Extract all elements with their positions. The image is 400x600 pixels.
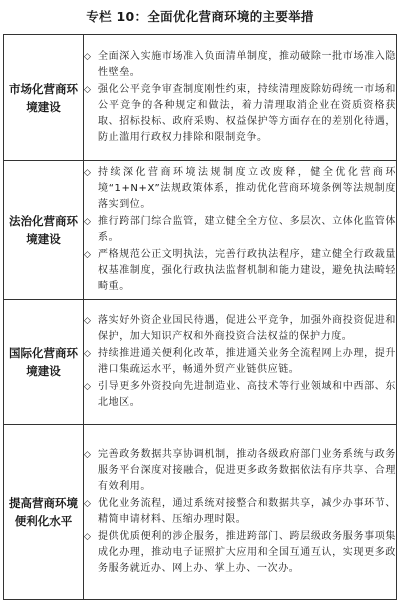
items-cell <box>84 425 397 600</box>
diamond-bullet-icon: ◇ <box>84 499 92 509</box>
page-title: 专栏 10：全面优化营商环境的主要举措 <box>86 9 314 24</box>
list-item: ◇ 提供优质便利的涉企服务，推进跨部门、跨层级政务服务事项集成化办理，推动电子证照扩大应用和全国互通互认，实现更多政务服务就近办、网上办、掌上办、一次办。 <box>84 529 396 577</box>
list-item: ◇ 全面深入实施市场准入负面清单制度，推动破除一批市场准入隐性壁垒。 <box>84 49 396 81</box>
measures-table <box>3 34 397 600</box>
diamond-bullet-icon: ◇ <box>84 450 92 460</box>
diamond-bullet-icon: ◇ <box>84 532 92 542</box>
list-item: ◇ 落实好外资企业国民待遇，促进公平竞争，加强外商投资促进和保护，加大知识产权和外商投资合法权益的保护力度。 <box>84 313 396 345</box>
list-item: ◇ 持续深化营商环境法规制度立改废释，健全优化营商环境“1+N+X”法规政策体系，推动优化营商环境条例等法规制度落实到位。 <box>84 165 396 213</box>
section-row-international <box>4 300 397 425</box>
diamond-bullet-icon: ◇ <box>84 52 92 62</box>
list-item: ◇ 推行跨部门综合监管，建立健全全方位、多层次、立体化监管体系。 <box>84 214 396 246</box>
section-row-market <box>4 35 397 161</box>
category-cell <box>4 300 84 425</box>
diamond-bullet-icon: ◇ <box>84 250 92 260</box>
list-item: ◇ 引导更多外资投向先进制造业、高技术等行业领域和中西部、东北地区。 <box>84 379 396 411</box>
category-label: 国际化营商环境建设 <box>9 346 78 378</box>
diamond-bullet-icon: ◇ <box>84 168 92 178</box>
category-cell <box>4 35 84 161</box>
category-cell <box>4 425 84 600</box>
list-item: ◇ 持续推进通关便利化改革，推进通关业务全流程网上办理，提升港口集疏运水平，畅通外贸产业链供应链。 <box>84 346 396 378</box>
section-row-legal <box>4 161 397 300</box>
category-cell <box>4 161 84 300</box>
diamond-bullet-icon: ◇ <box>84 85 92 95</box>
diamond-bullet-icon: ◇ <box>84 382 92 392</box>
items-cell <box>84 35 397 161</box>
list-item: ◇ 强化公平竞争审查制度刚性约束，持续清理废除妨碍统一市场和公平竞争的各种规定和做法，着力清理取消企业在资质资格获取、招标投标、政府采购、权益保护等方面存在的差别化待遇，防止滥用行政权力排除和限制竞争。 <box>84 82 396 146</box>
diamond-bullet-icon: ◇ <box>84 316 92 326</box>
diamond-bullet-icon: ◇ <box>84 349 92 359</box>
items-cell <box>84 161 397 300</box>
category-label: 法治化营商环境建设 <box>9 214 78 246</box>
list-item: ◇ 完善政务数据共享协调机制，推动各级政府部门业务系统与政务服务平台深度对接融合，促进更多政务数据依法有序共享、合理有效利用。 <box>84 447 396 495</box>
category-label: 市场化营商环境建设 <box>9 81 78 114</box>
section-row-facilitation <box>4 425 397 600</box>
list-item: ◇ 优化业务流程，通过系统对接整合和数据共享，减少办事环节、精简申请材料、压缩办理时限。 <box>84 496 396 528</box>
diamond-bullet-icon: ◇ <box>84 217 92 227</box>
list-item: ◇ 严格规范公正文明执法，完善行政执法程序，建立健全行政裁量权基准制度，强化行政执法监督机制和能力建设，避免执法畸轻畸重。 <box>84 247 396 295</box>
items-cell <box>84 300 397 425</box>
category-label: 提高营商环境便利化水平 <box>9 496 78 528</box>
